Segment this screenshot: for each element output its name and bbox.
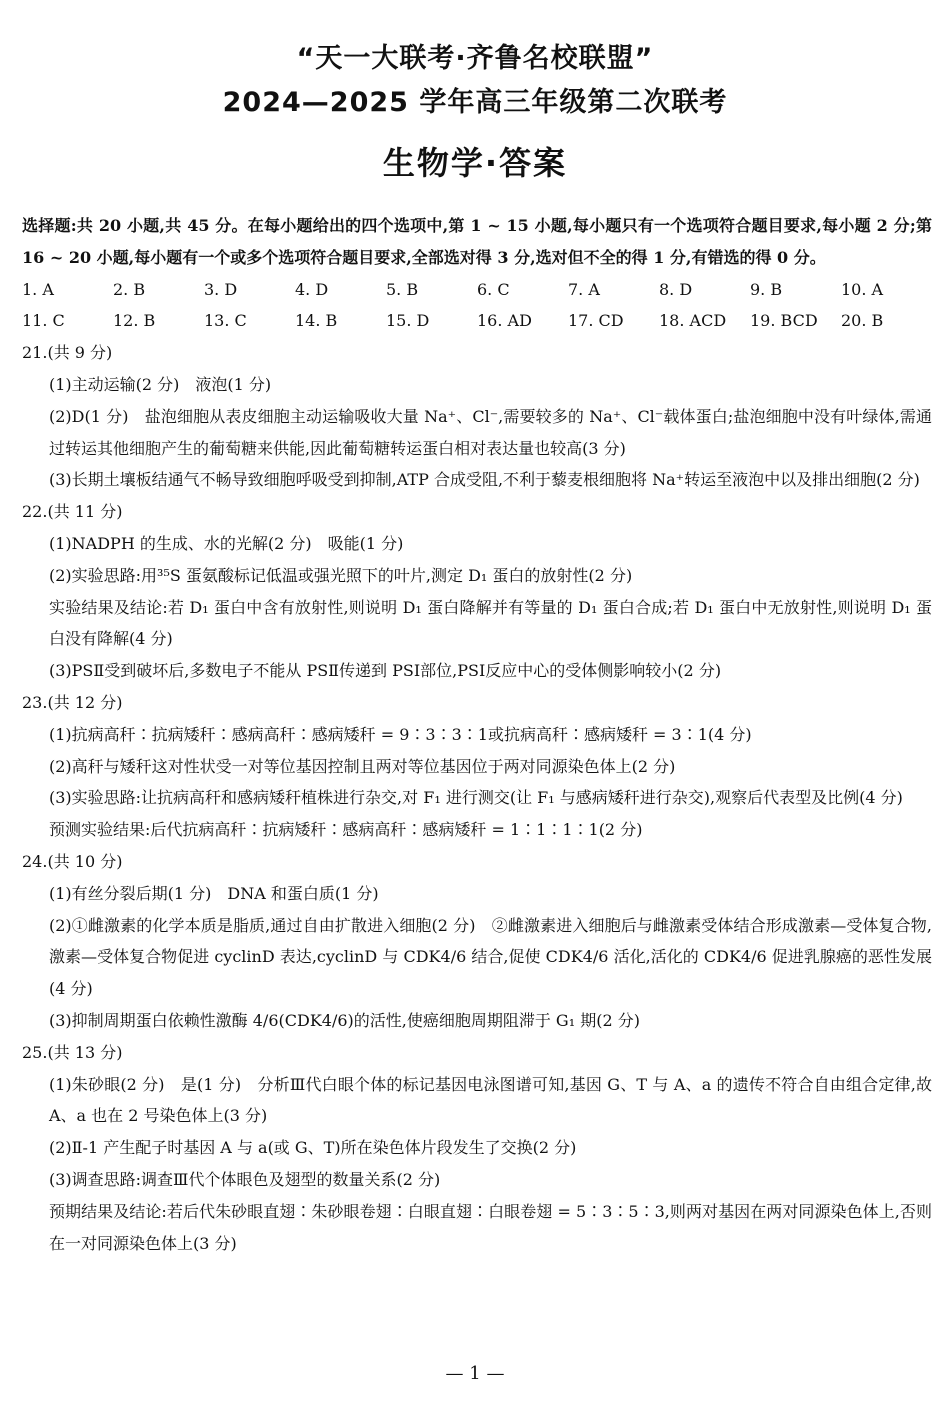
- q22-part-1: (1)NADPH 的生成、水的光解(2 分) 吸能(1 分): [49, 533, 404, 553]
- q23-part-1: (1)抗病高秆∶抗病矮秆∶感病高秆∶感病矮秆 = 9∶3∶3∶1或抗病高秆∶感病矮秆 = 3∶1(4 分): [49, 724, 752, 744]
- answer-item: 8. D: [659, 279, 693, 299]
- answer-item: 2. B: [113, 279, 146, 299]
- answer-item: 20. B: [841, 311, 884, 331]
- answer-row-1: [22, 274, 932, 306]
- q25-part-3: (3)调查思路:调查Ⅲ代个体眼色及翅型的数量关系(2 分): [49, 1169, 441, 1189]
- answer-item: 16. AD: [477, 311, 532, 331]
- answer-row-2: [22, 305, 932, 337]
- answer-body: [22, 210, 932, 1259]
- question-23-heading: 23.(共 12 分): [22, 692, 123, 712]
- question-22-heading: 22.(共 11 分): [22, 502, 123, 522]
- exam-alliance-title: “天一大联考·齐鲁名校联盟”: [296, 43, 654, 74]
- answer-item: 7. A: [568, 279, 600, 299]
- answer-item: 15. D: [386, 311, 430, 331]
- answer-item: 11. C: [22, 311, 65, 331]
- answer-item: 1. A: [22, 279, 54, 299]
- q24-part-1: (1)有丝分裂后期(1 分) DNA 和蛋白质(1 分): [49, 883, 379, 903]
- q24-part-2: (2)①雌激素的化学本质是脂质,通过自由扩散进入细胞(2 分) ②雌激素进入细胞后与雌激素受体结合形成激素—受体复合物,激素—受体复合物促进 cyclinD 表达,cyclinD 与 CDK4/6 结合,促使 CDK4/6 活化,活化的 CDK4/6 促进乳腺癌的恶性发展(4 分): [49, 915, 932, 999]
- question-25-heading: 25.(共 13 分): [22, 1042, 123, 1062]
- answer-item: 13. C: [204, 311, 247, 331]
- q25-prediction: 预期结果及结论:若后代朱砂眼直翅∶朱砂眼卷翅∶白眼直翅∶白眼卷翅 = 5∶3∶5∶3,则两对基因在两对同源染色体上,否则在一对同源染色体上(3 分): [49, 1201, 932, 1253]
- answer-item: 6. C: [477, 279, 510, 299]
- answer-item: 18. ACD: [659, 311, 727, 331]
- q25-part-2: (2)Ⅱ-1 产生配子时基因 A 与 a(或 G、T)所在染色体片段发生了交换(2 分): [49, 1138, 577, 1158]
- answer-item: 9. B: [750, 279, 783, 299]
- question-21-heading: 21.(共 9 分): [22, 343, 113, 363]
- question-24-heading: 24.(共 10 分): [22, 851, 123, 871]
- q21-part-1: (1)主动运输(2 分) 液泡(1 分): [49, 374, 272, 394]
- q21-part-3: (3)长期土壤板结通气不畅导致细胞呼吸受到抑制,ATP 合成受阻,不利于藜麦根细胞将 Na⁺转运至液泡中以及排出细胞(2 分): [49, 470, 920, 490]
- q23-part-2: (2)高秆与矮秆这对性状受一对等位基因控制且两对等位基因位于两对同源染色体上(2 分): [49, 756, 676, 776]
- answer-item: 14. B: [295, 311, 338, 331]
- subject-title: 生物学·答案: [382, 144, 568, 182]
- q21-part-2: (2)D(1 分) 盐泡细胞从表皮细胞主动运输吸收大量 Na⁺、Cl⁻,需要较多的 Na⁺、Cl⁻载体蛋白;盐泡细胞中没有叶绿体,需通过转运其他细胞产生的葡萄糖来供能,因此葡萄糖转运蛋白相对表达量也较高(3 分): [49, 406, 932, 458]
- q22-part-3: (3)PSⅡ受到破坏后,多数电子不能从 PSⅡ传递到 PSⅠ部位,PSⅠ反应中心的受体侧影响较小(2 分): [49, 661, 722, 681]
- answer-item: 3. D: [204, 279, 238, 299]
- q25-part-1: (1)朱砂眼(2 分) 是(1 分) 分析Ⅲ代白眼个体的标记基因电泳图谱可知,基因 G、T 与 A、a 的遗传不符合自由组合定律,故 A、a 也在 2 号染色体上(3 分): [49, 1074, 932, 1126]
- exam-session-title: 2024—2025 学年高三年级第二次联考: [222, 87, 728, 118]
- answer-item: 17. CD: [568, 311, 624, 331]
- answer-item: 4. D: [295, 279, 329, 299]
- q23-prediction: 预测实验结果:后代抗病高秆∶抗病矮秆∶感病高秆∶感病矮秆 = 1∶1∶1∶1(2 分): [49, 820, 643, 840]
- answer-item: 5. B: [386, 279, 419, 299]
- choice-instructions: 选择题:共 20 小题,共 45 分。在每小题给出的四个选项中,第 1 ~ 15 小题,每小题只有一个选项符合题目要求,每小题 2 分;第 16 ~ 20 小题,每小题有一个或多个选项符合题目要求,全部选对得 3 分,选对但不全的得 1 分,有错选的得 0 分。: [22, 216, 932, 267]
- answer-item: 12. B: [113, 311, 156, 331]
- page-number: — 1 —: [445, 1363, 505, 1384]
- answer-item: 19. BCD: [750, 311, 818, 331]
- answer-item: 10. A: [841, 279, 884, 299]
- q23-part-3: (3)实验思路:让抗病高秆和感病矮秆植株进行杂交,对 F₁ 进行测交(让 F₁ 与感病矮秆进行杂交),观察后代表型及比例(4 分): [49, 788, 903, 808]
- q22-part-2: (2)实验思路:用³⁵S 蛋氨酸标记低温或强光照下的叶片,测定 D₁ 蛋白的放射性(2 分): [49, 565, 633, 585]
- q22-result: 实验结果及结论:若 D₁ 蛋白中含有放射性,则说明 D₁ 蛋白降解并有等量的 D₁ 蛋白合成;若 D₁ 蛋白中无放射性,则说明 D₁ 蛋白没有降解(4 分): [49, 597, 932, 649]
- q24-part-3: (3)抑制周期蛋白依赖性激酶 4/6(CDK4/6)的活性,使癌细胞周期阻滞于 G₁ 期(2 分): [49, 1010, 640, 1030]
